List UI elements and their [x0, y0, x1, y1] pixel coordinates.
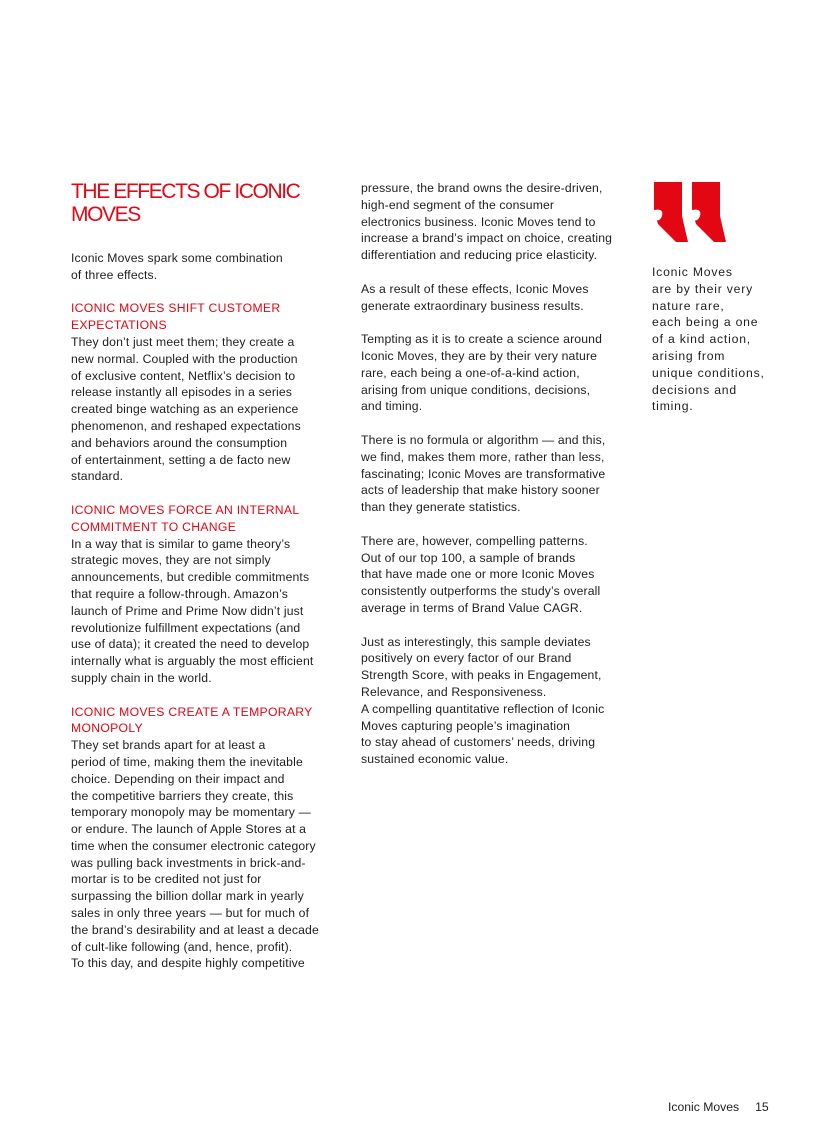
- left-column: [71, 178, 343, 989]
- section-body-commitment: In a way that is similar to game theory’s strategic moves, they are not simply announcements, but credible commitments that require a follow-through. Amazon’s launch of Prime and Prime Now didn’t just revolutionize fulfillment expectations (and use of data); it created the need to develop internally what is arguably the most efficient supply chain in the world.: [71, 536, 314, 685]
- section-heading-expectations: ICONIC MOVES SHIFT CUSTOMER EXPECTATIONS: [71, 301, 281, 333]
- pull-quote-column: [652, 180, 792, 415]
- paragraph: As a result of these effects, Iconic Moves generate extraordinary business results.: [361, 281, 589, 313]
- paragraph: Tempting as it is to create a science around Iconic Moves, they are by their very nature rare, each being a one-of-a-kind action, arising from unique conditions, decisions, and timing.: [361, 332, 602, 414]
- quote-mark-icon: [652, 180, 726, 244]
- paragraph: There are, however, compelling patterns. Out of our top 100, a sample of brands that have made one or more Iconic Moves consistently outperforms the study’s overall average in terms of Brand Value CAGR.: [361, 533, 601, 615]
- page-number: 15: [755, 1100, 769, 1114]
- page-title: THE EFFECTS OF ICONIC MOVES: [71, 180, 300, 226]
- section-heading-commitment: ICONIC MOVES FORCE AN INTERNAL COMMITMENT TO CHANGE: [71, 502, 300, 534]
- page-footer: [668, 1100, 769, 1114]
- section-body-monopoly: They set brands apart for at least a period of time, making them the inevitable choice. Depending on their impact and the competitive barriers they create, this temporary monopoly may be momentary — or endure. The launch of Apple Stores at a time when the consumer electronic category was pulling back investments in brick-and- mortar is to be credited not just for surpassing the billion dollar mark in yearly sales in only three years — but for much of the brand’s desirability and at least a decade of cult-like following (and, hence, profit). To this day, and despite highly competitive: [71, 738, 319, 971]
- section-heading-monopoly: ICONIC MOVES CREATE A TEMPORARY MONOPOLY: [71, 704, 313, 736]
- intro-paragraph: Iconic Moves spark some combination of three effects.: [71, 251, 283, 282]
- pull-quote-text: Iconic Moves are by their very nature rare, each being a one of a kind action, arising from unique conditions, decisions and timing.: [652, 265, 765, 414]
- middle-column: [361, 180, 637, 785]
- footer-label: Iconic Moves: [668, 1100, 740, 1114]
- paragraph: Just as interestingly, this sample deviates positively on every factor of our Brand Strength Score, with peaks in Engagement, Relevance, and Responsiveness. A compelling quantitative reflection of Iconic Moves capturing people’s imagination to stay ahead of customers’ needs, driving sustained economic value.: [361, 634, 605, 767]
- paragraph: pressure, the brand owns the desire-driven, high-end segment of the consumer electronics business. Iconic Moves tend to increase a brand’s impact on choice, creating differentiation and reducing price elasticity.: [361, 181, 613, 263]
- section-body-expectations: They don’t just meet them; they create a new normal. Coupled with the production of exclusive content, Netflix’s decision to release instantly all episodes in a series created binge watching as an experience phenomenon, and reshaped expectations and behaviors around the consumption of entertainment, setting a de facto new standard.: [71, 334, 301, 484]
- paragraph: There is no formula or algorithm — and this, we find, makes them more, rather than less, fascinating; Iconic Moves are transformative acts of leadership that make history sooner than they generate statistics.: [361, 432, 606, 515]
